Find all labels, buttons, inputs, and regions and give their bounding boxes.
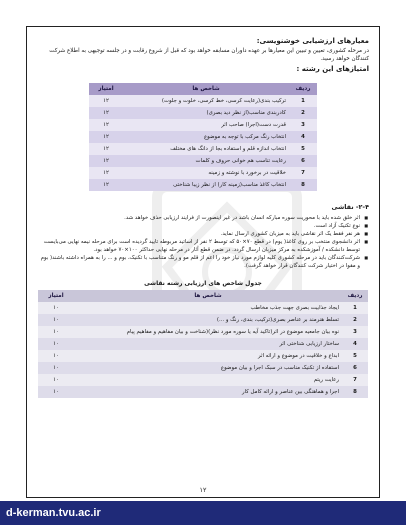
scores-heading: امتیازهای این رشته : <box>296 65 369 73</box>
page-content <box>37 35 369 398</box>
row-score: ۱۲ <box>89 131 123 143</box>
table-row <box>38 350 368 362</box>
table2-caption: جدول شاخص های ارزیابی رشته نقاشی <box>144 280 262 287</box>
row-score: ۱۲ <box>89 167 123 179</box>
row-criteria: قدرت دست(اجرا) صاحب اثر <box>123 119 289 131</box>
row-score: ۱۲ <box>89 107 123 119</box>
row-criteria: تسلط هنرمند بر عناصر بصری(ترکیب، بندی، رنگ و ...) <box>74 314 342 326</box>
row-num: 1 <box>342 302 368 314</box>
row-score: ۱۰ <box>38 386 74 398</box>
intro-paragraph: در مرحله کشوری، تعیین و تبیین این معیارها بر عهده داوران مسابقه خواهد بود که قبل از شروع رقابت و در جلسه توجیهی به اطلاع شرکت کنندگان خواهد رسید. <box>49 48 369 62</box>
calligraphy-scores-table <box>89 83 317 191</box>
row-criteria: خلاقیت در برخورد با نوشته و زمینه <box>123 167 289 179</box>
row-score: ۱۲ <box>89 119 123 131</box>
row-score: ۱۰ <box>38 314 74 326</box>
row-criteria: ساختار ارزیابی شناختی اثر <box>74 338 342 350</box>
table-row <box>38 326 368 338</box>
footer-bar <box>0 501 406 525</box>
table-row <box>89 167 317 179</box>
table-row <box>89 95 317 107</box>
document-page <box>26 26 380 498</box>
row-criteria: انتخاب رنگ مرکب با توجه به موضوع <box>123 131 289 143</box>
row-criteria: ایجاد جذابیت بصری جهت جذب مخاطب <box>74 302 342 314</box>
table-row <box>89 107 317 119</box>
row-score: ۱۰ <box>38 326 74 338</box>
criteria-title: معیارهای ارزشیابی خوشنویسی: <box>256 37 369 45</box>
row-num: 2 <box>289 107 317 119</box>
row-criteria: ترکیب بندی(رعایت کرسی، خط کرسی، خلوت و جلوت) <box>123 95 289 107</box>
table-row <box>38 386 368 398</box>
row-num: 6 <box>289 155 317 167</box>
table-row <box>38 302 368 314</box>
row-score: ۱۲ <box>89 155 123 167</box>
table-row <box>38 314 368 326</box>
row-score: ۱۰ <box>38 338 74 350</box>
row-num: 8 <box>289 179 317 191</box>
table-row <box>38 374 368 386</box>
row-score: ۱۰ <box>38 302 74 314</box>
row-num: 8 <box>342 386 368 398</box>
header-num: ردیف <box>289 83 317 95</box>
row-criteria: استفاده از تکنیک مناسب در سبک اجرا و بیان موضوع <box>74 362 342 374</box>
painting-rules-list <box>37 214 369 270</box>
row-score: ۱۰ <box>38 350 74 362</box>
row-num: 5 <box>289 143 317 155</box>
row-num: 2 <box>342 314 368 326</box>
list-item: ■ نوع تکنیک آزاد است. <box>37 222 360 230</box>
header-num: ردیف <box>342 290 368 302</box>
table-row <box>89 155 317 167</box>
row-criteria: انتخاب کاغذ مناسب(زمینه کار) از نظر زیبا شناختی <box>123 179 289 191</box>
table-row <box>89 131 317 143</box>
page-number: ۱۲ <box>199 486 207 494</box>
row-criteria: کادربندی مناسب(از نظر دید بصری) <box>123 107 289 119</box>
row-num: 3 <box>289 119 317 131</box>
row-num: 5 <box>342 350 368 362</box>
row-score: ۱۲ <box>89 95 123 107</box>
header-criteria: شاخص ها <box>74 290 342 302</box>
row-score: ۱۰ <box>38 374 74 386</box>
row-criteria: رعایت تناسب هم خوانی حروف و کلمات <box>123 155 289 167</box>
row-num: 1 <box>289 95 317 107</box>
list-item: ■ اثر خلق شده باید با محوریت سوره مبارکه انسان باشد در غیر اینصورت از فرایند ارزیابی حذف خواهد شد. <box>37 214 360 222</box>
list-item: ■ شرکت‌کنندگان باید در مرحله کشوری کلیه لوازم مورد نیاز خود را اعم از قلم مو و رنگ متناسب با تکنیک، بوم و ... را به همراه داشته باشند( بوم و مقوا در اختیار شرکت کنندگان قرار خواهد گرفت). <box>37 254 360 270</box>
row-num: 4 <box>289 131 317 143</box>
header-score: امتیاز <box>38 290 74 302</box>
row-score: ۱۲ <box>89 179 123 191</box>
table-header-row <box>38 290 368 302</box>
list-item: ■ اثر دانشجوی منتخب بر روی کاغذ( یوم) در قطع ۷۰×۵۰ که توسط ۲ نفر از اساتید مربوطه تایید گردیده است برای مرحله نیمه نهایی می‌بایست توسط دانشکده / آموزشکده به مرکز میزبان ارسال گردد. در ضمن قطع آثار در مرحله نهایی حداکثر ۱۰۰×۷۰ خواهد بود. <box>37 238 360 254</box>
row-num: 7 <box>289 167 317 179</box>
table-header-row <box>89 83 317 95</box>
row-criteria: اجرا و هماهنگی بین عناصر و ارائه کامل کار <box>74 386 342 398</box>
header-score: امتیاز <box>89 83 123 95</box>
footer-website-link[interactable]: d-kerman.tvu.ac.ir <box>6 507 101 519</box>
table-row <box>38 338 368 350</box>
row-score: ۱۰ <box>38 362 74 374</box>
row-num: 3 <box>342 326 368 338</box>
header-criteria: شاخص ها <box>123 83 289 95</box>
table-row <box>89 179 317 191</box>
list-item: ■ هر نفر فقط یک اثر نقاشی باید به میزبان کشوری ارسال نماید. <box>37 230 360 238</box>
table-row <box>38 362 368 374</box>
row-criteria: ابداع و خلاقیت در موضوع و ارائه اثر <box>74 350 342 362</box>
row-num: 6 <box>342 362 368 374</box>
table-row <box>89 119 317 131</box>
row-num: 4 <box>342 338 368 350</box>
row-criteria: انتخاب اندازه قلم و استفاده بجا از دانگ های مختلف <box>123 143 289 155</box>
row-criteria: رعایت ریتم <box>74 374 342 386</box>
row-score: ۱۲ <box>89 143 123 155</box>
row-criteria: نوه بیان جامعیه موضوع در اثر(تاکید آیه یا سوره مورد نظر)(شناخت و بیان مفاهیم و مفاهیم پیام <box>74 326 342 338</box>
section-title: ۲-۴- نقاشی <box>331 203 369 211</box>
row-num: 7 <box>342 374 368 386</box>
painting-scores-table <box>38 290 368 398</box>
table-row <box>89 143 317 155</box>
